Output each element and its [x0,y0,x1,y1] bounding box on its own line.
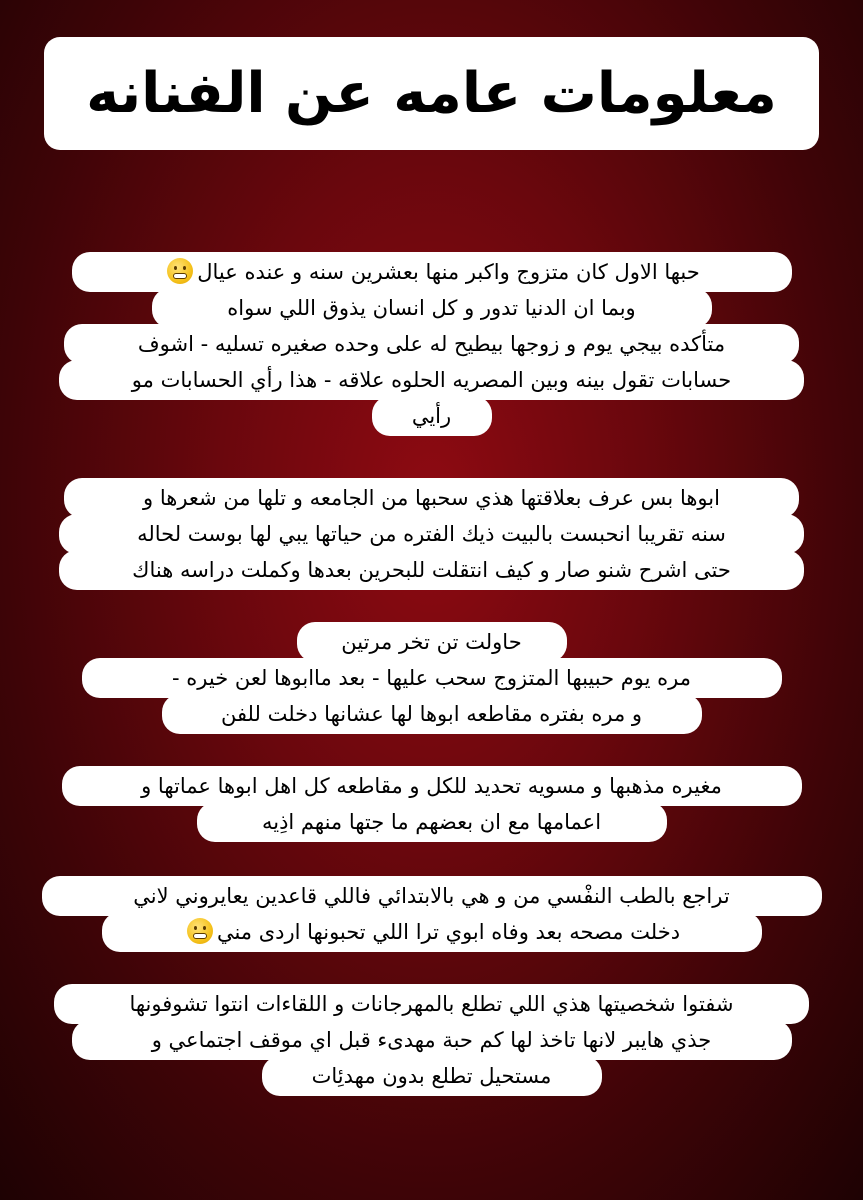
page-title: معلومات عامه عن الفنانه [86,60,777,126]
text-line [372,396,492,436]
text-line [72,1020,792,1060]
line-text: سنه تقريبا انحبست بالبيت ذيك الفتره من حياتها يبي لها بوست لحاله [137,522,726,546]
grimacing-face-emoji-icon [187,918,213,944]
info-block-6 [40,984,823,1096]
text-line [102,912,762,952]
info-block-5 [40,876,823,952]
text-line [62,766,802,806]
text-line [64,478,799,518]
text-line [297,622,567,662]
text-line [42,876,822,916]
line-text: اعمامها مع ان بعضهم ما جتها منهم اذِيه [261,810,602,834]
text-line [59,514,804,554]
info-block-3 [40,622,823,734]
line-text: حسابات تقول بينه وبين المصريه الحلوه علاقه - هذا رأي الحسابات مو [131,368,732,392]
line-text: حبها الاول كان متزوج واكبر منها بعشرين سنه و عنده عيال [197,260,700,284]
line-text: شفتوا شخصيتها هذي اللي تطلع بالمهرجانات و اللقاءات انتوا تشوفونها [129,992,734,1016]
text-line [72,252,792,292]
line-text: تراجع بالطب النفْسي من و هي بالابتدائي فاللي قاعدين يعايروني لاني [133,884,730,908]
title-card [44,37,819,150]
grimacing-face-emoji-icon [167,258,193,284]
text-line [64,324,799,364]
line-text: وبما ان الدنيا تدور و كل انسان يذوق اللي سواه [227,296,636,320]
line-text: مستحيل تطلع بدون مهدئِات [311,1064,552,1088]
text-line [59,550,804,590]
info-block-4 [40,766,823,842]
line-text: دخلت مصحه بعد وفاه ابوي ترا اللي تحبونها اردى مني [216,920,681,944]
text-line [162,694,702,734]
line-text: مره يوم حبيبها المتزوج سحب عليها - بعد ماابوها لعن خيره - [172,666,691,690]
text-line [82,658,782,698]
info-block-2 [40,478,823,590]
line-text: رأيي [411,404,452,428]
text-line [54,984,809,1024]
line-text: مغيره مذهبها و مسويه تحديد للكل و مقاطعه كل اهل ابوها عماتها و [141,774,722,798]
line-text: ابوها بس عرف بعلاقتها هذي سحبها من الجامعه و تلها من شعرها و [143,486,720,510]
text-line [197,802,667,842]
line-text: حتى اشرح شنو صار و كيف انتقلت للبحرين بعدها وكملت دراسه هناك [132,558,731,582]
info-block-1 [40,252,823,436]
text-line [262,1056,602,1096]
line-text: و مره بفتره مقاطعه ابوها لها عشانها دخلت للفن [220,702,643,726]
line-text: متأكده بيجي يوم و زوجها بيطيح له على وحده صغيره تسليه - اشوف [137,332,726,356]
line-text: حاولت تن تخر مرتين [341,630,522,654]
text-line [152,288,712,328]
text-line [59,360,804,400]
line-text: جذي هايبر لانها تاخذ لها كم حبة مهدىء قبل اي موقف اجتماعي و [151,1028,712,1052]
